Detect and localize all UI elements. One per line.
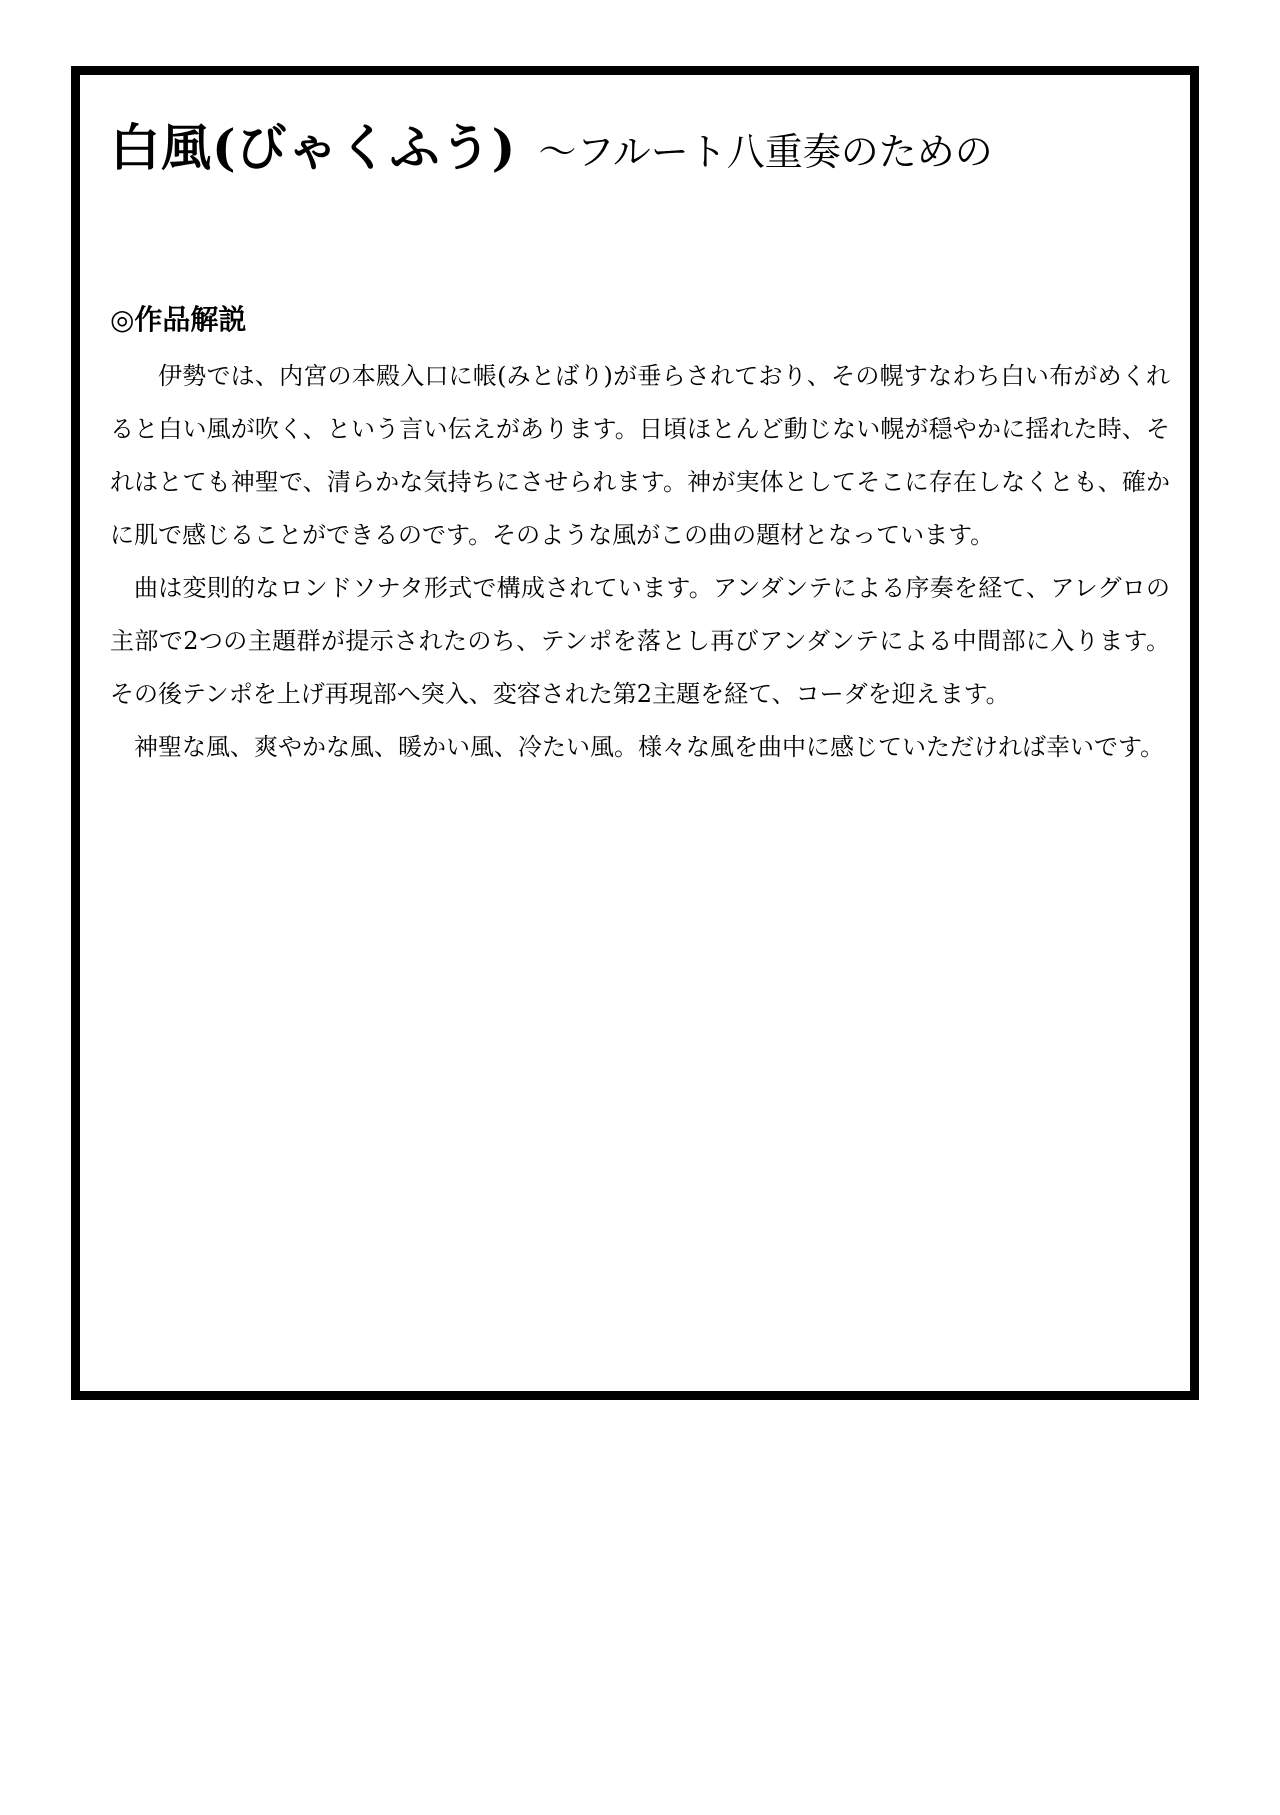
paragraph-2: 曲は変則的なロンドソナタ形式で構成されています。アンダンテによる序奏を経て、アレグロの主部で2つの主題群が提示されたのち、テンポを落とし再びアンダンテによる中間部に入ります。その後テンポを上げ再現部へ突入、変容された第2主題を経て、コーダを迎えます。	[110, 574, 1170, 708]
title-row	[110, 108, 993, 180]
paragraph-3: 神聖な風、爽やかな風、暖かい風、冷たい風。様々な風を曲中に感じていただければ幸いです。	[134, 733, 1165, 761]
commentary-body	[110, 350, 1170, 774]
page-subtitle: ～フルート八重奏のための	[538, 130, 993, 174]
section-heading: ◎作品解説	[110, 303, 247, 336]
paragraph-1: 伊勢では、内宮の本殿入口に帳(みとばり)が垂らされており、その幌すなわち白い布がめくれると白い風が吹く、という言い伝えがあります。日頃ほとんど動じない幌が穏やかに揺れた時、それはとても神聖で、清らかな気持ちにさせられます。神が実体としてそこに存在しなくとも、確かに肌で感じることができるのです。そのような風がこの曲の題材となっています。	[110, 362, 1170, 549]
page-title: 白風(びゃくふう)	[110, 118, 517, 177]
